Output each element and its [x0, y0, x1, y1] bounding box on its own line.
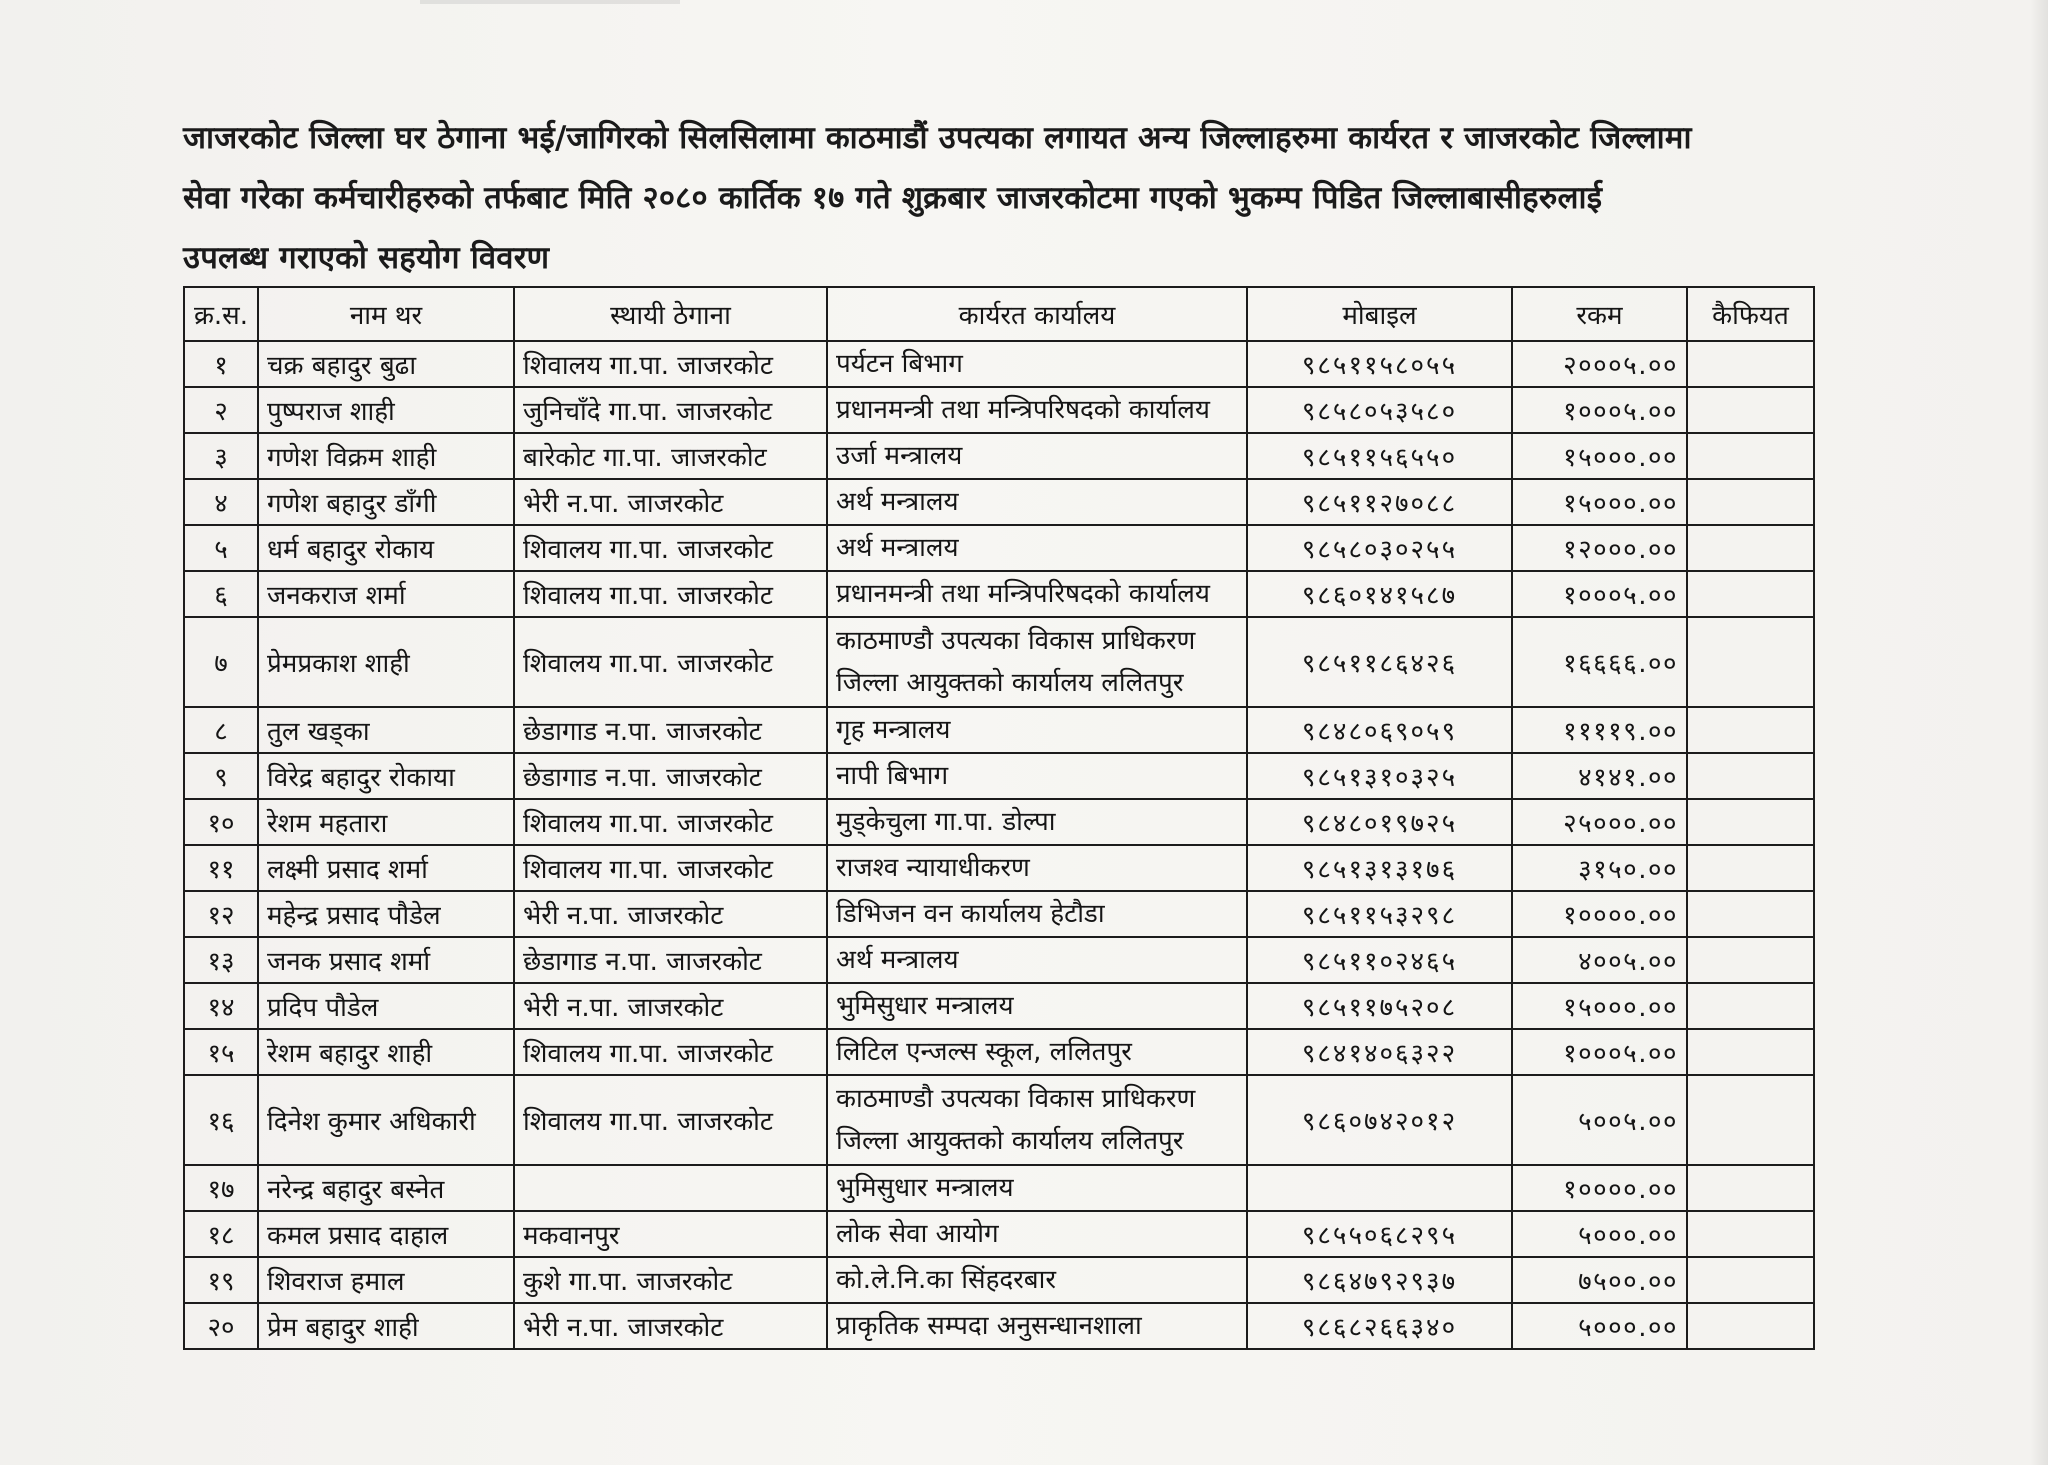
cell-office — [827, 753, 1247, 799]
cell-amount: ३१५०.०० — [1512, 845, 1687, 891]
table-row — [184, 1257, 1814, 1303]
office-line-1: प्रधानमन्त्री तथा मन्त्रिपरिषदको कार्यालय — [836, 579, 1210, 609]
cell-sn: ६ — [184, 571, 258, 617]
scan-mark — [420, 0, 680, 4]
cell-sn: ४ — [184, 479, 258, 525]
office-line-2: जिल्ला आयुक्तको कार्यालय ललितपुर — [836, 668, 1184, 698]
cell-office — [827, 845, 1247, 891]
cell-amount: ७५००.०० — [1512, 1257, 1687, 1303]
office-line-1: मुड्केचुला गा.पा. डोल्पा — [836, 807, 1056, 837]
cell-name: प्रदिप पौडेल — [258, 983, 514, 1029]
cell-name: जनकराज शर्मा — [258, 571, 514, 617]
cell-office — [827, 1029, 1247, 1075]
cell-mobile: ९८५११७५२०८ — [1247, 983, 1512, 1029]
cell-name: प्रेम बहादुर शाही — [258, 1303, 514, 1349]
table-row — [184, 571, 1814, 617]
table-row — [184, 753, 1814, 799]
heading-line-2: सेवा गरेका कर्मचारीहरुको तर्फबाट मिति २०८० कार्तिक १७ गते शुक्रबार जाजरकोटमा गएको भुकम्प पिडित जिल्लाबासीहरुलाई — [183, 180, 1603, 216]
office-line-1: अर्थ मन्त्रालय — [836, 533, 959, 563]
cell-sn: ५ — [184, 525, 258, 571]
cell-remarks — [1687, 707, 1814, 753]
cell-remarks — [1687, 891, 1814, 937]
cell-sn: ८ — [184, 707, 258, 753]
office-line-1: भुमिसुधार मन्त्रालय — [836, 991, 1014, 1021]
office-line-1: अर्थ मन्त्रालय — [836, 487, 959, 517]
cell-amount: १६६६६.०० — [1512, 617, 1687, 707]
cell-address: छेडागाड न.पा. जाजरकोट — [514, 753, 827, 799]
cell-office — [827, 1211, 1247, 1257]
cell-amount: १००००.०० — [1512, 1165, 1687, 1211]
cell-office — [827, 1075, 1247, 1165]
cell-sn: ७ — [184, 617, 258, 707]
cell-address: भेरी न.पा. जाजरकोट — [514, 479, 827, 525]
cell-mobile: ९८५१३१३१७६ — [1247, 845, 1512, 891]
cell-sn: १० — [184, 799, 258, 845]
document-heading — [183, 108, 1783, 288]
page-edge-shadow — [2030, 0, 2048, 1465]
office-line-1: पर्यटन बिभाग — [836, 349, 963, 379]
cell-sn: १५ — [184, 1029, 258, 1075]
cell-name: महेन्द्र प्रसाद पौडेल — [258, 891, 514, 937]
cell-amount: १०००५.०० — [1512, 571, 1687, 617]
office-line-1: लिटिल एन्जल्स स्कूल, ललितपुर — [836, 1037, 1132, 1067]
cell-name: रेशम बहादुर शाही — [258, 1029, 514, 1075]
table-row — [184, 433, 1814, 479]
cell-mobile: ९८५८०३०२५५ — [1247, 525, 1512, 571]
cell-name: लक्ष्मी प्रसाद शर्मा — [258, 845, 514, 891]
office-line-2: जिल्ला आयुक्तको कार्यालय ललितपुर — [836, 1126, 1184, 1156]
cell-address: शिवालय गा.पा. जाजरकोट — [514, 1029, 827, 1075]
header-mobile: मोबाइल — [1247, 287, 1512, 341]
cell-remarks — [1687, 433, 1814, 479]
cell-office — [827, 799, 1247, 845]
cell-name: तुल खड्का — [258, 707, 514, 753]
table-row — [184, 525, 1814, 571]
cell-address: भेरी न.पा. जाजरकोट — [514, 983, 827, 1029]
table-row — [184, 707, 1814, 753]
cell-name: धर्म बहादुर रोकाय — [258, 525, 514, 571]
cell-office — [827, 891, 1247, 937]
cell-remarks — [1687, 1029, 1814, 1075]
cell-address: शिवालय गा.पा. जाजरकोट — [514, 617, 827, 707]
cell-name: चक्र बहादुर बुढा — [258, 341, 514, 387]
cell-address: भेरी न.पा. जाजरकोट — [514, 891, 827, 937]
office-line-1: गृह मन्त्रालय — [836, 715, 951, 745]
table-row — [184, 799, 1814, 845]
cell-office — [827, 617, 1247, 707]
header-address: स्थायी ठेगाना — [514, 287, 827, 341]
cell-name: जनक प्रसाद शर्मा — [258, 937, 514, 983]
cell-address: छेडागाड न.पा. जाजरकोट — [514, 937, 827, 983]
cell-mobile: ९८६८२६६३४० — [1247, 1303, 1512, 1349]
cell-name: गणेश विक्रम शाही — [258, 433, 514, 479]
office-line-1: डिभिजन वन कार्यालय हेटौडा — [836, 899, 1105, 929]
cell-remarks — [1687, 1257, 1814, 1303]
cell-sn: १३ — [184, 937, 258, 983]
cell-mobile: ९८५८०५३५८० — [1247, 387, 1512, 433]
cell-remarks — [1687, 937, 1814, 983]
table-row — [184, 1211, 1814, 1257]
cell-mobile: ९८६०७४२०१२ — [1247, 1075, 1512, 1165]
cell-office — [827, 937, 1247, 983]
cell-remarks — [1687, 341, 1814, 387]
office-line-1: लोक सेवा आयोग — [836, 1219, 999, 1249]
cell-remarks — [1687, 983, 1814, 1029]
cell-name: गणेश बहादुर डाँगी — [258, 479, 514, 525]
cell-mobile: ९८५११८६४२६ — [1247, 617, 1512, 707]
cell-address: शिवालय गा.पा. जाजरकोट — [514, 845, 827, 891]
cell-remarks — [1687, 479, 1814, 525]
cell-name: शिवराज हमाल — [258, 1257, 514, 1303]
table-row — [184, 479, 1814, 525]
cell-office — [827, 983, 1247, 1029]
cell-amount: २५०००.०० — [1512, 799, 1687, 845]
cell-name: कमल प्रसाद दाहाल — [258, 1211, 514, 1257]
table-row — [184, 1165, 1814, 1211]
table-row — [184, 387, 1814, 433]
cell-office — [827, 707, 1247, 753]
cell-amount: १०००५.०० — [1512, 1029, 1687, 1075]
table-row — [184, 1303, 1814, 1349]
cell-sn: १६ — [184, 1075, 258, 1165]
cell-mobile: ९८४८०६९०५९ — [1247, 707, 1512, 753]
cell-remarks — [1687, 617, 1814, 707]
cell-sn: १४ — [184, 983, 258, 1029]
cell-sn: १७ — [184, 1165, 258, 1211]
cell-mobile: ९८६४७९२९३७ — [1247, 1257, 1512, 1303]
cell-remarks — [1687, 1075, 1814, 1165]
table-row — [184, 1075, 1814, 1165]
cell-mobile: ९८५१३१०३२५ — [1247, 753, 1512, 799]
cell-address: शिवालय गा.पा. जाजरकोट — [514, 571, 827, 617]
cell-amount: १५०००.०० — [1512, 433, 1687, 479]
cell-sn: ९ — [184, 753, 258, 799]
cell-mobile — [1247, 1165, 1512, 1211]
cell-mobile: ९८५११५३२९८ — [1247, 891, 1512, 937]
cell-name: विरेद्र बहादुर रोकाया — [258, 753, 514, 799]
cell-remarks — [1687, 1303, 1814, 1349]
header-name: नाम थर — [258, 287, 514, 341]
cell-mobile: ९८५११२७०८८ — [1247, 479, 1512, 525]
cell-address: शिवालय गा.पा. जाजरकोट — [514, 799, 827, 845]
header-remarks: कैफियत — [1687, 287, 1814, 341]
table-row — [184, 1029, 1814, 1075]
cell-amount: १२०००.०० — [1512, 525, 1687, 571]
cell-sn: २० — [184, 1303, 258, 1349]
cell-address: कुशे गा.पा. जाजरकोट — [514, 1257, 827, 1303]
cell-office — [827, 525, 1247, 571]
cell-mobile: ९८४८०१९७२५ — [1247, 799, 1512, 845]
office-line-1: उर्जा मन्त्रालय — [836, 441, 963, 471]
header-amount: रकम — [1512, 287, 1687, 341]
cell-amount: १५०००.०० — [1512, 479, 1687, 525]
cell-office — [827, 433, 1247, 479]
cell-remarks — [1687, 799, 1814, 845]
table-row — [184, 937, 1814, 983]
cell-office — [827, 1303, 1247, 1349]
donation-table — [183, 286, 1815, 1350]
cell-amount: २०००५.०० — [1512, 341, 1687, 387]
cell-remarks — [1687, 1211, 1814, 1257]
cell-amount: ४००५.०० — [1512, 937, 1687, 983]
cell-mobile: ९८५११५८०५५ — [1247, 341, 1512, 387]
cell-remarks — [1687, 1165, 1814, 1211]
table-row — [184, 845, 1814, 891]
table-header-row — [184, 287, 1814, 341]
cell-mobile: ९८५११५६५५० — [1247, 433, 1512, 479]
cell-amount: १००००.०० — [1512, 891, 1687, 937]
table-body — [184, 341, 1814, 1349]
cell-mobile: ९८५५०६८२९५ — [1247, 1211, 1512, 1257]
cell-address — [514, 1165, 827, 1211]
cell-amount: ४१४१.०० — [1512, 753, 1687, 799]
office-line-1: अर्थ मन्त्रालय — [836, 945, 959, 975]
cell-address: शिवालय गा.पा. जाजरकोट — [514, 341, 827, 387]
table-row — [184, 617, 1814, 707]
office-line-1: काठमाण्डौ उपत्यका विकास प्राधिकरण — [836, 626, 1196, 656]
office-line-1: को.ले.नि.का सिंहदरबार — [836, 1265, 1057, 1295]
cell-office — [827, 571, 1247, 617]
office-line-1: काठमाण्डौ उपत्यका विकास प्राधिकरण — [836, 1084, 1196, 1114]
office-line-1: नापी बिभाग — [836, 761, 949, 791]
table-row — [184, 341, 1814, 387]
header-sn: क्र.स. — [184, 287, 258, 341]
cell-office — [827, 1257, 1247, 1303]
cell-office — [827, 1165, 1247, 1211]
heading-line-3: उपलब्ध गराएको सहयोग विवरण — [183, 240, 550, 276]
table-row — [184, 891, 1814, 937]
cell-name: पुष्पराज शाही — [258, 387, 514, 433]
office-line-1: राजश्व न्यायाधीकरण — [836, 853, 1030, 883]
cell-address: मकवानपुर — [514, 1211, 827, 1257]
office-line-1: भुमिसुधार मन्त्रालय — [836, 1173, 1014, 1203]
cell-remarks — [1687, 753, 1814, 799]
cell-remarks — [1687, 525, 1814, 571]
office-line-1: प्रधानमन्त्री तथा मन्त्रिपरिषदको कार्यालय — [836, 395, 1210, 425]
header-office: कार्यरत कार्यालय — [827, 287, 1247, 341]
cell-mobile: ९८५११०२४६५ — [1247, 937, 1512, 983]
cell-address: छेडागाड न.पा. जाजरकोट — [514, 707, 827, 753]
cell-amount: ५०००.०० — [1512, 1211, 1687, 1257]
cell-mobile: ९८४१४०६३२२ — [1247, 1029, 1512, 1075]
cell-address: जुनिचाँदे गा.पा. जाजरकोट — [514, 387, 827, 433]
cell-office — [827, 341, 1247, 387]
cell-remarks — [1687, 387, 1814, 433]
cell-address: बारेकोट गा.पा. जाजरकोट — [514, 433, 827, 479]
cell-name: प्रेमप्रकाश शाही — [258, 617, 514, 707]
cell-office — [827, 387, 1247, 433]
cell-remarks — [1687, 571, 1814, 617]
table-row — [184, 983, 1814, 1029]
heading-line-1: जाजरकोट जिल्ला घर ठेगाना भई/जागिरको सिलसिलामा काठमाडौं उपत्यका लगायत अन्य जिल्लाहरुमा कार्यरत र जाजरकोट जिल्लामा — [183, 120, 1692, 156]
cell-sn: ११ — [184, 845, 258, 891]
cell-remarks — [1687, 845, 1814, 891]
cell-sn: १८ — [184, 1211, 258, 1257]
cell-mobile: ९८६०१४१५८७ — [1247, 571, 1512, 617]
cell-address: भेरी न.पा. जाजरकोट — [514, 1303, 827, 1349]
cell-sn: १९ — [184, 1257, 258, 1303]
cell-amount: ५०००.०० — [1512, 1303, 1687, 1349]
cell-sn: १ — [184, 341, 258, 387]
office-line-1: प्राकृतिक सम्पदा अनुसन्धानशाला — [836, 1311, 1142, 1341]
cell-name: दिनेश कुमार अधिकारी — [258, 1075, 514, 1165]
cell-amount: १०००५.०० — [1512, 387, 1687, 433]
cell-office — [827, 479, 1247, 525]
cell-amount: ११११९.०० — [1512, 707, 1687, 753]
cell-amount: ५००५.०० — [1512, 1075, 1687, 1165]
cell-address: शिवालय गा.पा. जाजरकोट — [514, 1075, 827, 1165]
cell-sn: २ — [184, 387, 258, 433]
cell-sn: १२ — [184, 891, 258, 937]
cell-name: नरेन्द्र बहादुर बस्नेत — [258, 1165, 514, 1211]
cell-name: रेशम महतारा — [258, 799, 514, 845]
cell-sn: ३ — [184, 433, 258, 479]
cell-amount: १५०००.०० — [1512, 983, 1687, 1029]
cell-address: शिवालय गा.पा. जाजरकोट — [514, 525, 827, 571]
